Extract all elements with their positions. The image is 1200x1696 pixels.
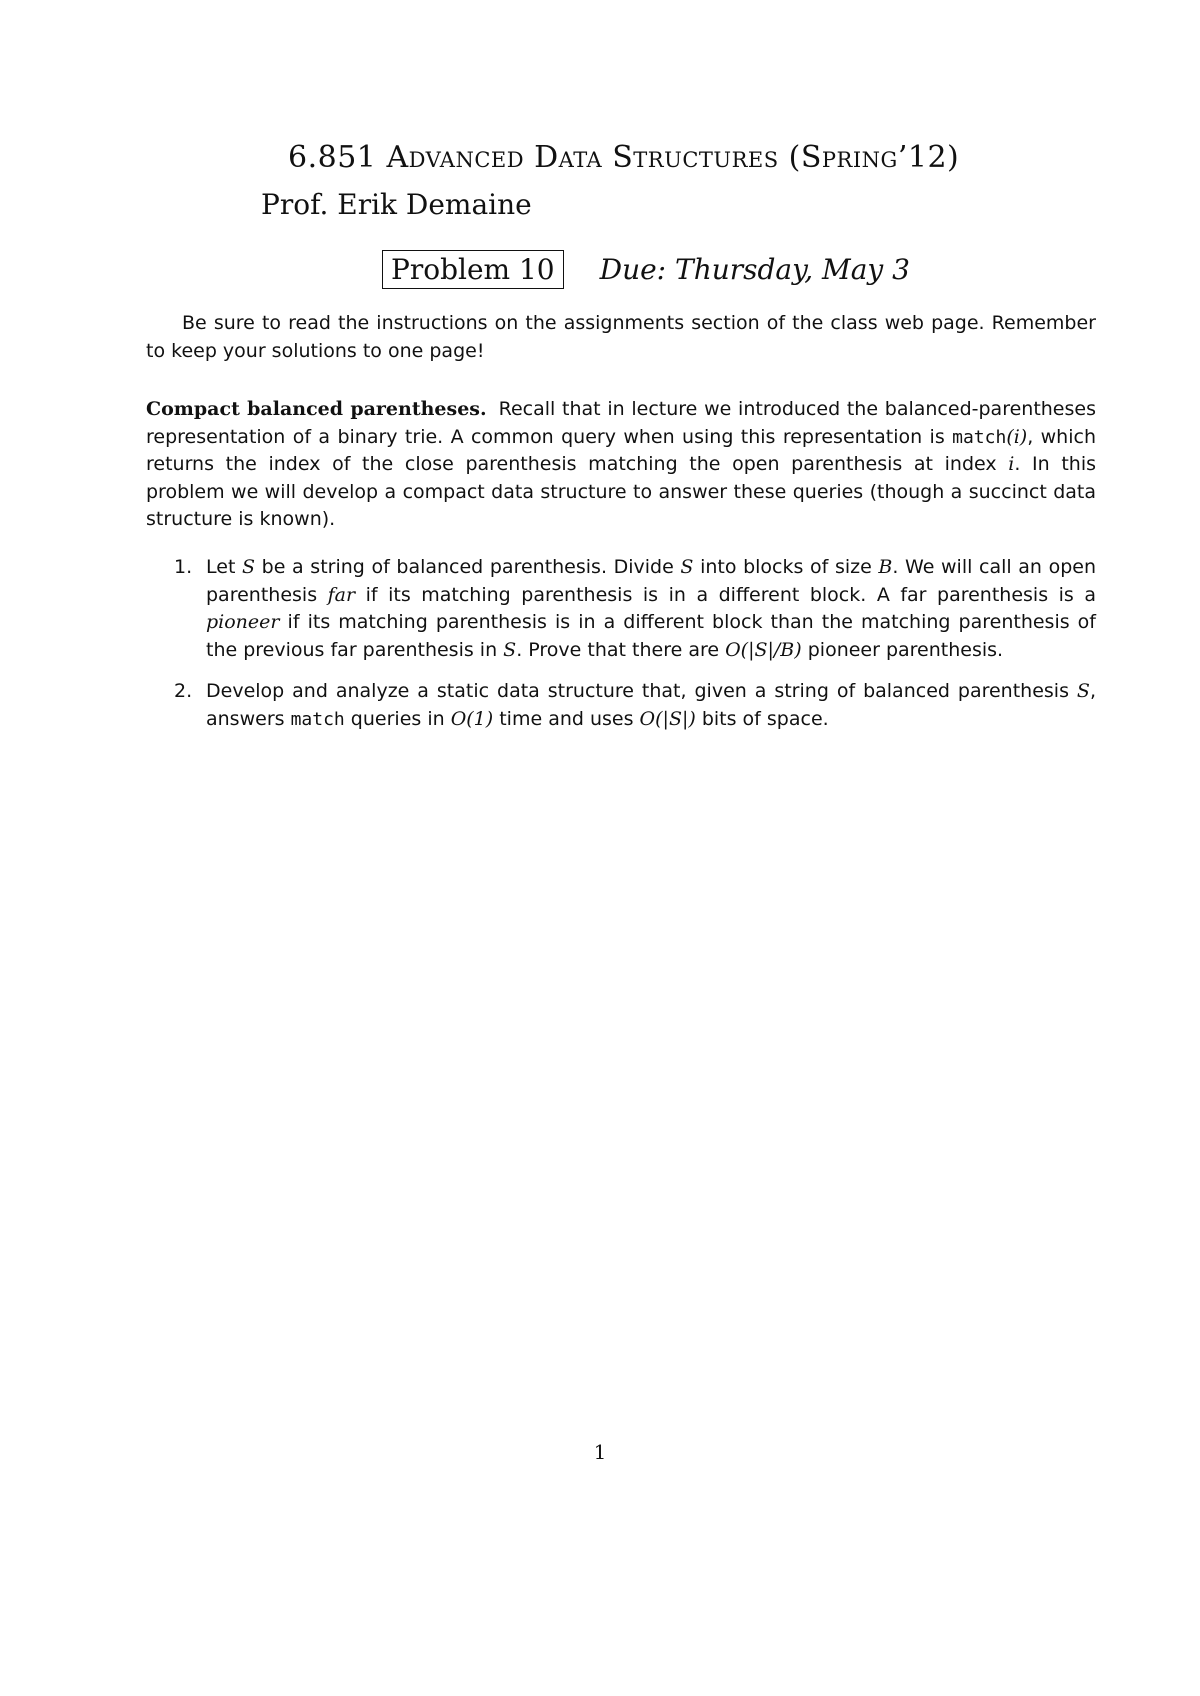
list-item [146, 678, 1096, 733]
page-number: 1 [593, 1440, 607, 1464]
course-name: Advanced Data Structures [386, 140, 779, 175]
problem-label: Problem 10 [382, 250, 564, 289]
due-date: Due: Thursday, May 3 [599, 253, 910, 286]
problem-header [382, 250, 910, 289]
section-title: Compact balanced parentheses. [146, 398, 487, 420]
professor: Prof. Erik Demaine [261, 188, 532, 221]
item-number: 1. [174, 556, 193, 578]
course-title [288, 140, 959, 175]
intro-paragraph: Be sure to read the instructions on the assignments section of the class web page. Remember to keep your solutions to one page! [146, 312, 1096, 362]
section-text-2: , which returns the index of the close parenthesis matching the open parenthesis at index [146, 425, 1096, 475]
problem-section [146, 396, 1096, 534]
course-term: (Spring’12) [788, 140, 960, 175]
match-code: match [952, 426, 1007, 448]
item-text: Let S be a string of balanced parenthesis. Divide S into blocks of size B. We will call an open parenthesis far if its matching parenthesis is in a different block. A far parenthesis is a pioneer if its matching parenthesis is in a different block than the matching parenthesis of the previous far parenthesis in S. Prove that there are O(|S|/B) pioneer parenthesis. [206, 556, 1096, 661]
section-text-1: Recall that in lecture we introduced the balanced-parentheses representation of a binary trie. A common query when using this representation is [146, 398, 1096, 448]
item-text: Develop and analyze a static data structure that, given a string of balanced parenthesis S, answers match queries in O(1) time and uses O(|S|) bits of space. [206, 680, 1096, 730]
problem-list [146, 554, 1096, 747]
section-text-3: . In this problem we will develop a compact data structure to answer these queries (though a succinct data structure is known). [146, 453, 1097, 530]
item-number: 2. [174, 680, 193, 702]
course-number: 6.851 [288, 140, 377, 175]
index-var: i [1008, 453, 1015, 475]
list-item [146, 554, 1096, 664]
match-arg: (i) [1006, 425, 1028, 448]
